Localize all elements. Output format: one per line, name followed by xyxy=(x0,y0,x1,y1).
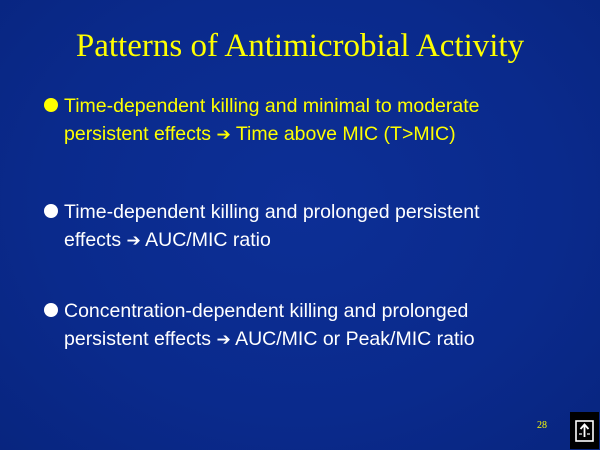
bullet-line-2-result: AUC/MIC or Peak/MIC ratio xyxy=(235,328,475,350)
bullet-line-2-text: effects xyxy=(64,229,122,251)
document-arrow-logo-icon xyxy=(570,412,599,449)
slide-title: Patterns of Antimicrobial Activity xyxy=(75,28,525,64)
right-arrow-icon: ➔ xyxy=(126,231,141,251)
bullet-dot-icon xyxy=(44,98,58,112)
bullet-text xyxy=(42,198,582,255)
bullet-line-2-text: persistent effects xyxy=(64,123,212,145)
bullet-line-2-result: Time above MIC (T>MIC) xyxy=(235,123,456,145)
bullet-text xyxy=(42,92,582,149)
bullet-text xyxy=(42,297,582,354)
bullet-line-2-result: AUC/MIC ratio xyxy=(145,229,271,251)
page-number: 28 xyxy=(537,420,547,431)
right-arrow-icon: ➔ xyxy=(216,125,231,145)
bullet-item-3 xyxy=(42,297,582,354)
bullet-line-1: Time-dependent killing and minimal to moderate xyxy=(64,95,480,117)
bullet-dot-icon xyxy=(44,303,58,317)
bullet-line-2-text: persistent effects xyxy=(64,328,212,350)
bullet-line-1: Concentration-dependent killing and prolonged xyxy=(64,300,469,322)
bullet-item-2 xyxy=(42,198,582,255)
right-arrow-icon: ➔ xyxy=(216,330,231,350)
bullet-line-1: Time-dependent killing and prolonged persistent xyxy=(64,201,480,223)
bullet-item-1 xyxy=(42,92,582,149)
bullet-dot-icon xyxy=(44,204,58,218)
